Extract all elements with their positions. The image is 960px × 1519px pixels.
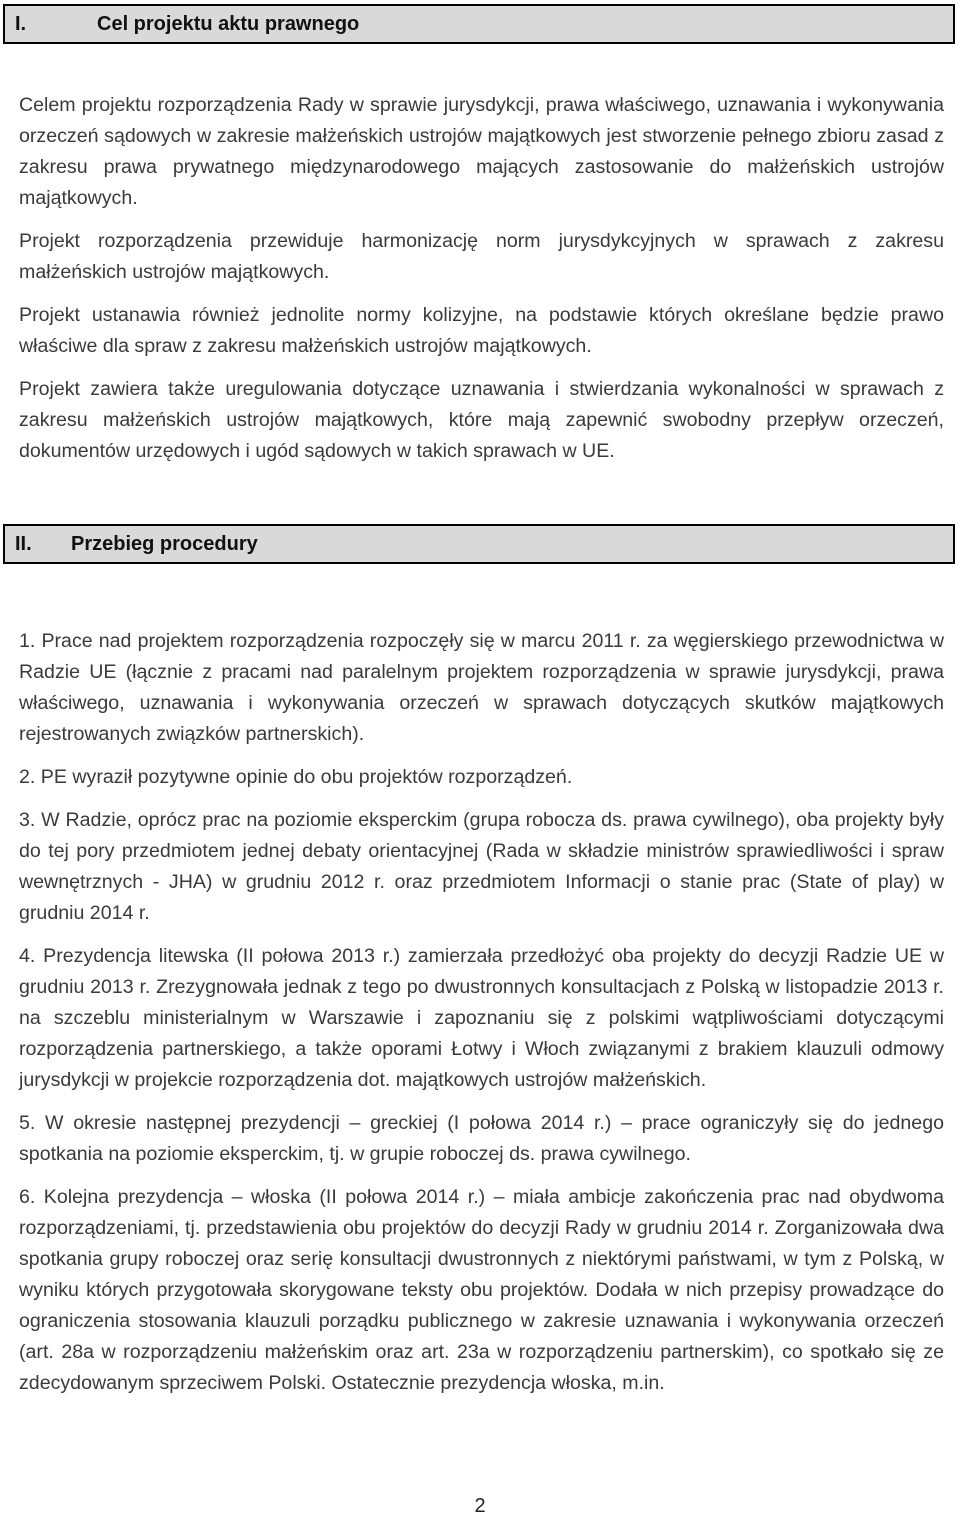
section-1-title: Cel projektu aktu prawnego — [97, 13, 360, 35]
paragraph: Projekt zawiera także uregulowania dotyczące uznawania i stwierdzania wykonalności w sprawach z zakresu małżeńskich ustrojów majątkowych, które mają zapewnić swobodny przepływ orzeczeń, dokumentów urzędowych i ugód sądowych w takich sprawach w UE. — [19, 378, 944, 462]
section-2-header — [3, 524, 955, 564]
section-1-header — [3, 4, 955, 44]
paragraph: Projekt rozporządzenia przewiduje harmonizację norm jurysdykcyjnych w sprawach z zakresu małżeńskich ustrojów majątkowych. — [19, 230, 944, 283]
paragraph: Celem projektu rozporządzenia Rady w sprawie jurysdykcji, prawa właściwego, uznawania i wykonywania orzeczeń sądowych w zakresie małżeńskich ustrojów majątkowych jest stworzenie pełnego zbioru zasad z zakresu prawa prywatnego międzynarodowego mających zastosowanie do małżeńskich ustrojów majątkowych. — [19, 94, 944, 209]
paragraph: 5. W okresie następnej prezydencji – greckiej (I połowa 2014 r.) – prace ograniczyły się do jednego spotkania na poziomie eksperckim, tj. w grupie roboczej ds. prawa cywilnego. — [19, 1112, 944, 1165]
section-2-number: II. — [15, 533, 32, 555]
paragraph: 6. Kolejna prezydencja – włoska (II połowa 2014 r.) – miała ambicje zakończenia prac nad obydwoma rozporządzeniami, tj. przedstawienia obu projektów do decyzji Rady w grudniu 2014 r. Zorganizowała dwa spotkania grupy roboczej oraz serię konsultacji dwustronnych z niektórymi państwami, w tym z Polską, w wyniku których przygotowała skorygowane teksty obu projektów. Dodała w nich przepisy prowadzące do ograniczenia stosowania klauzuli porządku publicznego w zakresie uznawania i wykonywania orzeczeń (art. 28a w rozporządzeniu małżeńskim oraz art. 23a w rozporządzeniu partnerskim), co spotkało się ze zdecydowanym sprzeciwem Polski. Ostatecznie prezydencja włoska, m.in. — [19, 1186, 944, 1394]
paragraph: 1. Prace nad projektem rozporządzenia rozpoczęły się w marcu 2011 r. za węgierskiego przewodnictwa w Radzie UE (łącznie z pracami nad paralelnym projektem rozporządzenia w sprawie jurysdykcji, prawa właściwego, uznawania i wykonywania orzeczeń w sprawach dotyczących skutków majątkowych rejestrowanych związków partnerskich). — [19, 630, 944, 745]
section-2-title: Przebieg procedury — [71, 533, 258, 555]
paragraph: 2. PE wyraził pozytywne opinie do obu projektów rozporządzeń. — [19, 766, 573, 788]
section-1-number: I. — [15, 13, 27, 35]
paragraph: 3. W Radzie, oprócz prac na poziomie eksperckim (grupa robocza ds. prawa cywilnego), oba projekty były do tej pory przedmiotem jednej debaty orientacyjnej (Rada w składzie ministrów sprawiedliwości i spraw wewnętrznych - JHA) w grudniu 2012 r. oraz przedmiotem Informacji o stanie prac (State of play) w grudniu 2014 r. — [19, 809, 944, 924]
section-2-content — [19, 626, 944, 1411]
paragraph: Projekt ustanawia również jednolite normy kolizyjne, na podstawie których określane będzie prawo właściwe dla spraw z zakresu małżeńskich ustrojów majątkowych. — [19, 304, 944, 357]
paragraph: 4. Prezydencja litewska (II połowa 2013 r.) zamierzała przedłożyć oba projekty do decyzji Radzie UE w grudniu 2013 r. Zrezygnowała jednak z tego po dwustronnych konsultacjach z Polską w listopadzie 2013 r. na szczeblu ministerialnym w Warszawie i zapoznaniu się z polskimi wątpliwościami dotyczącymi rozporządzenia partnerskiego, a także oporami Łotwy i Włoch związanymi z brakiem klauzuli odmowy jurysdykcji w projekcie rozporządzenia dot. majątkowych ustrojów małżeńskich. — [19, 945, 944, 1091]
section-1-content — [19, 90, 944, 479]
page-number: 2 — [474, 1495, 486, 1517]
